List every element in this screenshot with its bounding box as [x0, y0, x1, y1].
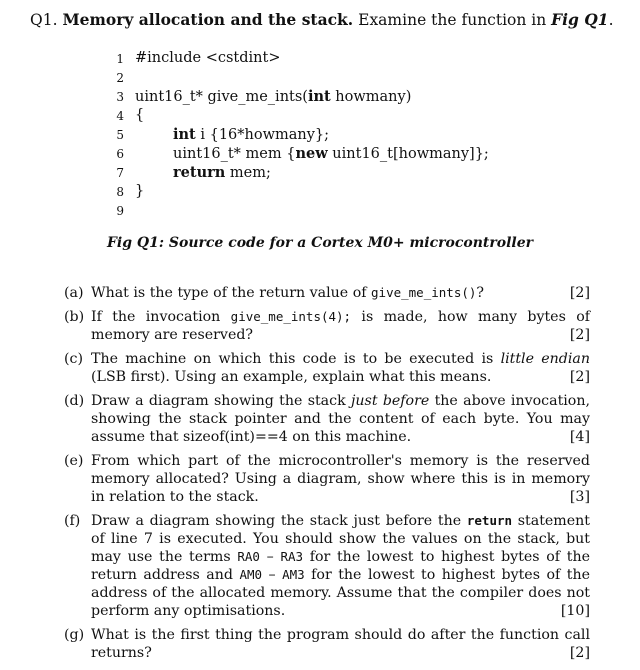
part-label: (b) — [64, 309, 85, 325]
question-part — [64, 350, 590, 386]
question-part — [64, 512, 590, 620]
question-title: Memory allocation and the stack. — [62, 10, 354, 29]
part-text: Draw a diagram showing the stack just before the above invocation, showing the stack pointer and the content of each byte. You may assume that sizeof(int)==4 on this machine. [4] — [91, 393, 590, 445]
question-number: Q1. — [30, 11, 58, 29]
line-number: 8 — [116, 185, 124, 199]
code-text: } — [135, 183, 145, 199]
part-text: Draw a diagram showing the stack just before the return statement of line 7 is executed. You should show the values on the stack, but may use the terms RA0 – RA3 for the lowest to highest bytes of the return address and AM0 – AM3 for the lowest to highest bytes of the address of the allocated memory. Assume that the compiler does not perform any optimisations. [10] — [91, 513, 590, 619]
code-text: #include <cstdint> — [135, 50, 281, 66]
question-part — [64, 284, 590, 302]
line-number: 6 — [116, 147, 124, 161]
marks-badge: [2] — [569, 645, 590, 661]
question-part — [64, 452, 590, 506]
question-part — [64, 626, 590, 662]
part-text: If the invocation give_me_ints(4); is made, how many bytes of memory are reserved? [2] — [91, 309, 590, 343]
part-label: (a) — [64, 285, 84, 301]
line-number: 7 — [116, 166, 124, 180]
part-text: From which part of the microcontroller's memory is the reserved memory allocated? Using a diagram, show where this is in memory in relation to the stack. [3] — [91, 453, 590, 505]
marks-badge: [2] — [569, 327, 590, 343]
line-number: 1 — [116, 52, 124, 66]
code-text: uint16_t* give_me_ints(int howmany) — [135, 88, 412, 105]
marks-badge: [3] — [569, 489, 590, 505]
part-label: (c) — [64, 351, 84, 367]
question-heading: Q1. Memory allocation and the stack. Examine the function in Fig Q1. — [30, 10, 614, 29]
question-intro: Examine the function in — [353, 11, 552, 29]
line-number: 5 — [116, 128, 124, 142]
line-number: 4 — [116, 109, 124, 123]
code-text: { — [135, 107, 145, 123]
line-number: 3 — [116, 90, 124, 104]
code-text: int i {16*howmany}; — [173, 126, 330, 143]
part-text: The machine on which this code is to be executed is little endian (LSB first). Using an example, explain what this means. [2] — [91, 351, 591, 385]
marks-badge: [4] — [569, 429, 590, 445]
figure-caption: Fig Q1: Source code for a Cortex M0+ microcontroller — [106, 235, 533, 251]
line-number: 9 — [116, 204, 124, 218]
code-text: uint16_t* mem {new uint16_t[howmany]}; — [173, 145, 489, 162]
marks-badge: [10] — [560, 603, 590, 619]
part-label: (f) — [64, 513, 81, 529]
line-number: 2 — [116, 71, 124, 85]
marks-badge: [2] — [569, 285, 590, 301]
part-label: (g) — [64, 627, 85, 643]
figure-reference: Fig Q1 — [551, 10, 609, 29]
question-part — [64, 392, 590, 446]
part-text: What is the type of the return value of give_me_ints()? [2] — [91, 285, 590, 301]
part-label: (d) — [64, 393, 85, 409]
question-parts — [64, 284, 590, 668]
part-text: What is the first thing the program should do after the function call returns? [2] — [91, 627, 590, 661]
part-label: (e) — [64, 453, 84, 469]
code-text: return mem; — [173, 164, 271, 181]
question-part — [64, 308, 590, 344]
marks-badge: [2] — [569, 369, 590, 385]
